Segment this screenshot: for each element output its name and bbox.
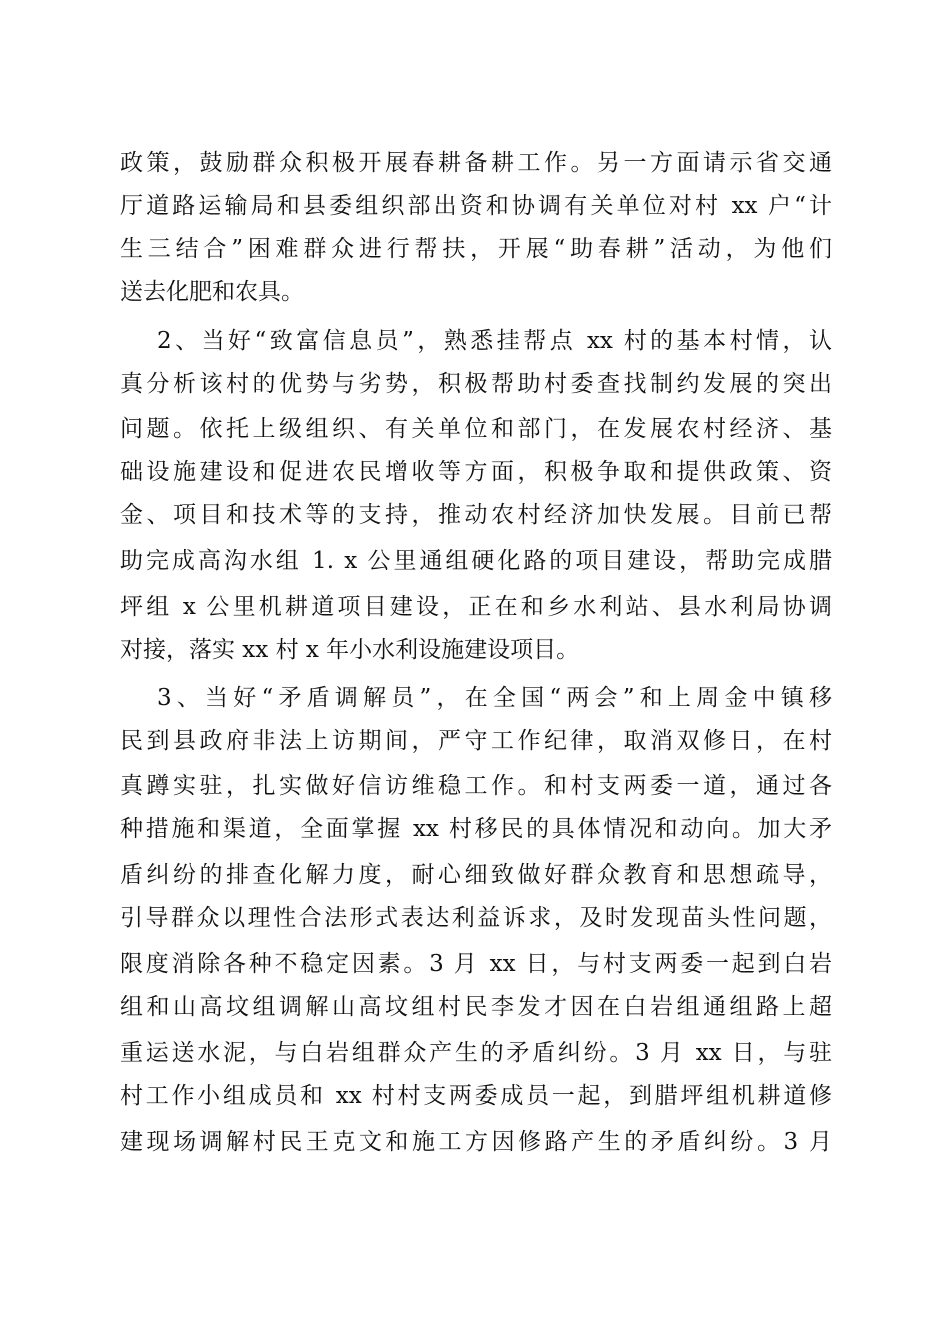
- paragraph-3-line-9: 重运送水泥，与白岩组群众产生的矛盾纠纷。3 月 xx 日，与驻: [120, 1040, 832, 1066]
- paragraph-3-line-10: 村工作小组成员和 xx 村村支两委成员一起，到腊坪组机耕道修: [120, 1083, 832, 1109]
- paragraph-3-line-8: 组和山高坟组调解山高坟组村民李发才因在白岩组通组路上超: [120, 994, 832, 1020]
- paragraph-3-line-2: 民到县政府非法上访期间，严守工作纪律，取消双修日，在村: [120, 728, 832, 754]
- paragraph-3-line-7: 限度消除各种不稳定因素。3 月 xx 日，与村支两委一起到白岩: [120, 951, 832, 977]
- paragraph-2-line-4: 础设施建设和促进农民增收等方面，积极争取和提供政策、资: [120, 459, 832, 485]
- paragraph-3-line-1: 3、当好“矛盾调解员”，在全国“两会”和上周金中镇移: [157, 685, 832, 711]
- paragraph-2-line-8: 对接，落实 xx 村 x 年小水利设施建设项目。: [120, 637, 580, 663]
- paragraph-2-line-6: 助完成高沟水组 1. x 公里通组硬化路的项目建设，帮助完成腊: [120, 548, 832, 574]
- paragraph-3-line-4: 种措施和渠道，全面掌握 xx 村移民的具体情况和动向。加大矛: [120, 816, 832, 842]
- paragraph-3-line-11: 建现场调解村民王克文和施工方因修路产生的矛盾纠纷。3 月: [120, 1129, 832, 1155]
- paragraph-1-line-3: 生三结合”困难群众进行帮扶，开展“助春耕”活动，为他们: [120, 236, 832, 262]
- paragraph-3-line-3: 真蹲实驻，扎实做好信访维稳工作。和村支两委一道，通过各: [120, 773, 832, 799]
- paragraph-1-line-1: 政策，鼓励群众积极开展春耕备耕工作。另一方面请示省交通: [120, 150, 832, 176]
- paragraph-3-line-6: 引导群众以理性合法形式表达利益诉求，及时发现苗头性问题，: [120, 905, 832, 931]
- paragraph-2-line-5: 金、项目和技术等的支持，推动农村经济加快发展。目前已帮: [120, 502, 832, 528]
- paragraph-3-line-5: 盾纠纷的排查化解力度，耐心细致做好群众教育和思想疏导，: [120, 862, 832, 888]
- paragraph-1-line-4: 送去化肥和农具。: [120, 279, 304, 305]
- paragraph-1-line-2: 厅道路运输局和县委组织部出资和协调有关单位对村 xx 户“计: [120, 193, 832, 219]
- paragraph-2-line-7: 坪组 x 公里机耕道项目建设，正在和乡水利站、县水利局协调: [120, 594, 832, 620]
- paragraph-2-line-3: 问题。依托上级组织、有关单位和部门，在发展农村经济、基: [120, 416, 832, 442]
- paragraph-2-line-1: 2、当好“致富信息员”，熟悉挂帮点 xx 村的基本村情，认: [157, 328, 832, 354]
- paragraph-2-line-2: 真分析该村的优势与劣势，积极帮助村委查找制约发展的突出: [120, 371, 832, 397]
